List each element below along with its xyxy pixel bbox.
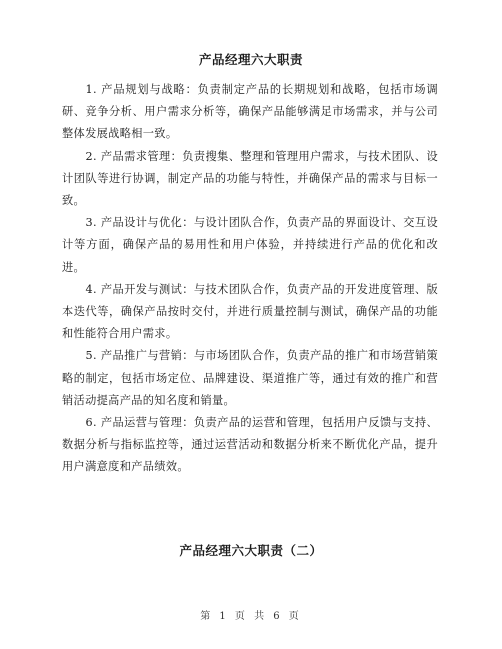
page-footer (0, 607, 502, 622)
paragraph-5: 5. 产品推广与营销：与市场团队合作，负责产品的推广和市场营销策略的制定，包括市场定位、品牌建设、渠道推广等，通过有效的推广和营销活动提高产品的知名度和销量。 (62, 349, 438, 407)
paragraph-1: 1. 产品规划与战略：负责制定产品的长期规划和战略，包括市场调研、竞争分析、用户需求分析等，确保产品能够满足市场需求，并与公司整体发展战略相一致。 (62, 83, 438, 141)
section-title-2: 产品经理六大职责（二） (179, 543, 323, 558)
paragraph-3: 3. 产品设计与优化：与设计团队合作，负责产品的界面设计、交互设计等方面，确保产品的易用性和用户体验，并持续进行产品的优化和改进。 (62, 216, 438, 274)
paragraph-6: 6. 产品运营与管理：负责产品的运营和管理，包括用户反馈与支持、数据分析与指标监控等，通过运营活动和数据分析来不断优化产品，提升用户满意度和产品绩效。 (62, 416, 438, 474)
document-body (62, 79, 438, 479)
page-number-label: 第 1 页 共 6 页 (200, 611, 302, 622)
paragraph-4: 4. 产品开发与测试：与技术团队合作，负责产品的开发进度管理、版本迭代等，确保产品按时交付，并进行质量控制与测试，确保产品的功能和性能符合用户需求。 (62, 282, 438, 341)
paragraph-2: 2. 产品需求管理：负责搜集、整理和管理用户需求，与技术团队、设计团队等进行协调，制定产品的功能与特性，并确保产品的需求与目标一致。 (62, 149, 438, 208)
document-title: 产品经理六大职责 (198, 52, 303, 67)
